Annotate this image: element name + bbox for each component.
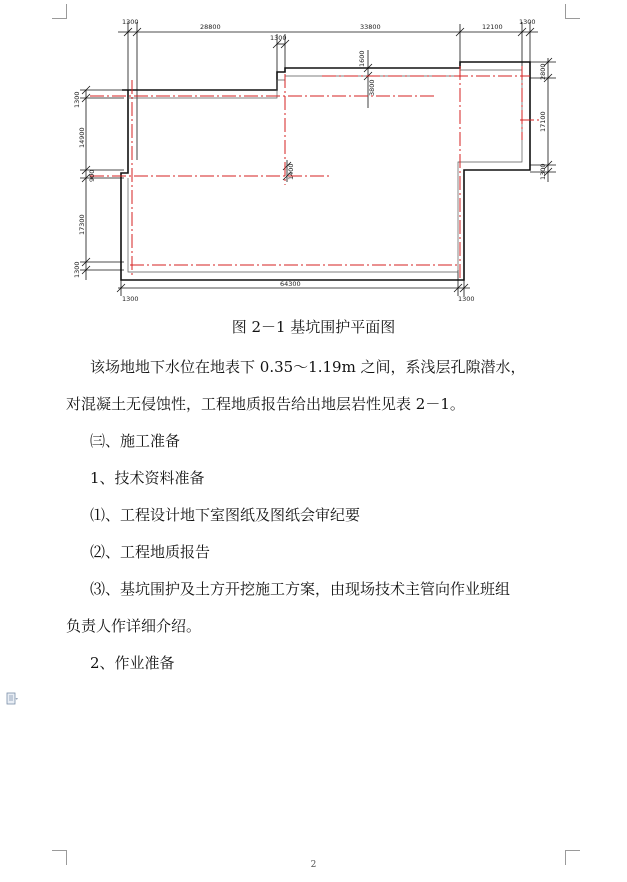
- dim-right-3: 1300: [539, 163, 547, 180]
- paragraph-groundwater-line2: 对混凝土无侵蚀性，工程地质报告给出地层岩性见表 2－1。: [66, 395, 465, 413]
- page-number: 2: [310, 860, 317, 870]
- dim-left-3: 900: [88, 169, 96, 182]
- dim-top-2: 28800: [200, 23, 221, 31]
- list-item-3-line2: 负责人作详细介绍。: [66, 617, 202, 635]
- dim-inner-3: 1400: [287, 163, 295, 180]
- dim-inner-2: 3800: [368, 79, 376, 96]
- list-item-1: ⑴、工程设计地下室图纸及图纸会审纪要: [90, 506, 361, 524]
- dim-bottom-2: 64300: [280, 280, 301, 288]
- heading-tech-docs: 1、技术资料准备: [90, 469, 205, 487]
- excavation-plan-drawing: [60, 10, 570, 310]
- dim-inner-1: 1600: [358, 50, 366, 67]
- paragraph-groundwater-line1: 该场地地下水位在地表下 0.35～1.19m 之间，系浅层孔隙潜水，: [90, 358, 526, 376]
- dim-left-1: 1300: [73, 91, 81, 108]
- heading-construction-prep: ㈢、施工准备: [90, 432, 181, 450]
- document-icon[interactable]: [6, 692, 18, 706]
- dim-left-2: 14900: [78, 127, 86, 148]
- dim-left-5: 1300: [73, 261, 81, 278]
- list-item-3-line1: ⑶、基坑围护及土方开挖施工方案，由现场技术主管向作业班组: [90, 580, 511, 598]
- list-item-2: ⑵、工程地质报告: [90, 543, 211, 561]
- heading-work-prep: 2、作业准备: [90, 654, 175, 672]
- dim-left-4: 17300: [78, 214, 86, 235]
- dim-top-4: 33800: [360, 23, 381, 31]
- dim-right-1: 2800: [539, 63, 547, 80]
- figure-caption: 图 2－1 基坑围护平面图: [231, 318, 396, 336]
- dim-bottom-3: 1300: [458, 295, 475, 303]
- dim-right-2: 17100: [539, 111, 547, 132]
- dim-top-3: 1300: [270, 34, 287, 42]
- dim-top-6: 1300: [519, 18, 536, 26]
- dim-top-5: 12100: [482, 23, 503, 31]
- dim-bottom-1: 1300: [122, 295, 139, 303]
- dim-top-1: 1300: [122, 18, 139, 26]
